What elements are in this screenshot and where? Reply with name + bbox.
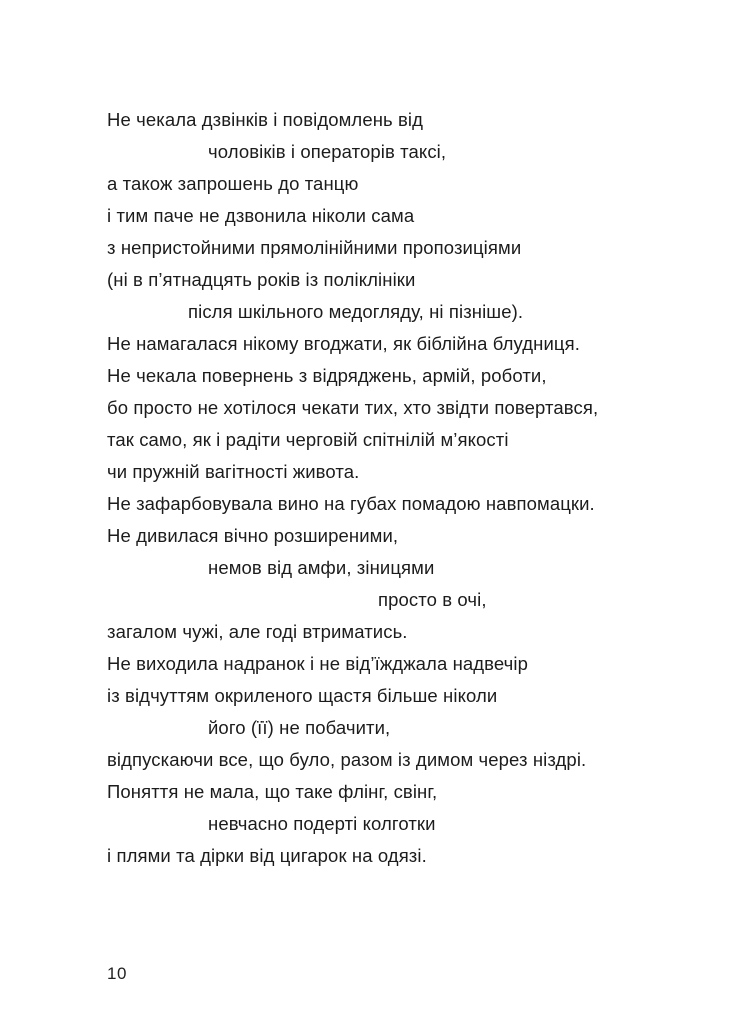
poem-line: загалом чужі, але годі втриматись. [107,621,408,642]
poem-line: із відчуттям окриленого щастя більше ніколи [107,685,498,706]
poem-line: так само, як і радіти черговій спітнілій м’якості [107,429,509,450]
poem-line: Не дивилася вічно розширеними, [107,525,399,546]
page-number: 10 [107,964,127,983]
poem-line: немов від амфи, зіницями [208,557,435,578]
poem-line: відпускаючи все, що було, разом із димом через ніздрі. [107,749,587,770]
poem-line: Не чекала повернень з відряджень, армій, роботи, [107,365,547,386]
poem-line: з непристойними прямолінійними пропозиціями [107,237,522,258]
poem-text [107,104,707,872]
poem-line: (ні в п’ятнадцять років із поліклініки [107,269,416,290]
poem-line: Не намагалася нікому вгоджати, як біблійна блудниця. [107,333,580,354]
poem-line: Не виходила надранок і не від’їжджала надвечір [107,653,529,674]
poem-line: а також запрошень до танцю [107,173,359,194]
poem-line: бо просто не хотілося чекати тих, хто звідти повертався, [107,397,599,418]
poem-line: чи пружній вагітності живота. [107,461,360,482]
poem-line: Не зафарбовувала вино на губах помадою навпомацки. [107,493,595,514]
poem-line: його (її) не побачити, [208,717,391,738]
poem-line: і тим паче не дзвонила ніколи сама [107,205,415,226]
poem-line: невчасно подерті колготки [208,813,436,834]
poem-line: Не чекала дзвінків і повідомлень від [107,109,424,130]
poem-line: просто в очі, [378,589,487,610]
poem-line: і плями та дірки від цигарок на одязі. [107,845,427,866]
poem-line: після шкільного медогляду, ні пізніше). [188,301,524,322]
poem-line: чоловіків і операторів таксі, [208,141,447,162]
poem-line: Поняття не мала, що таке флінг, свінг, [107,781,438,802]
